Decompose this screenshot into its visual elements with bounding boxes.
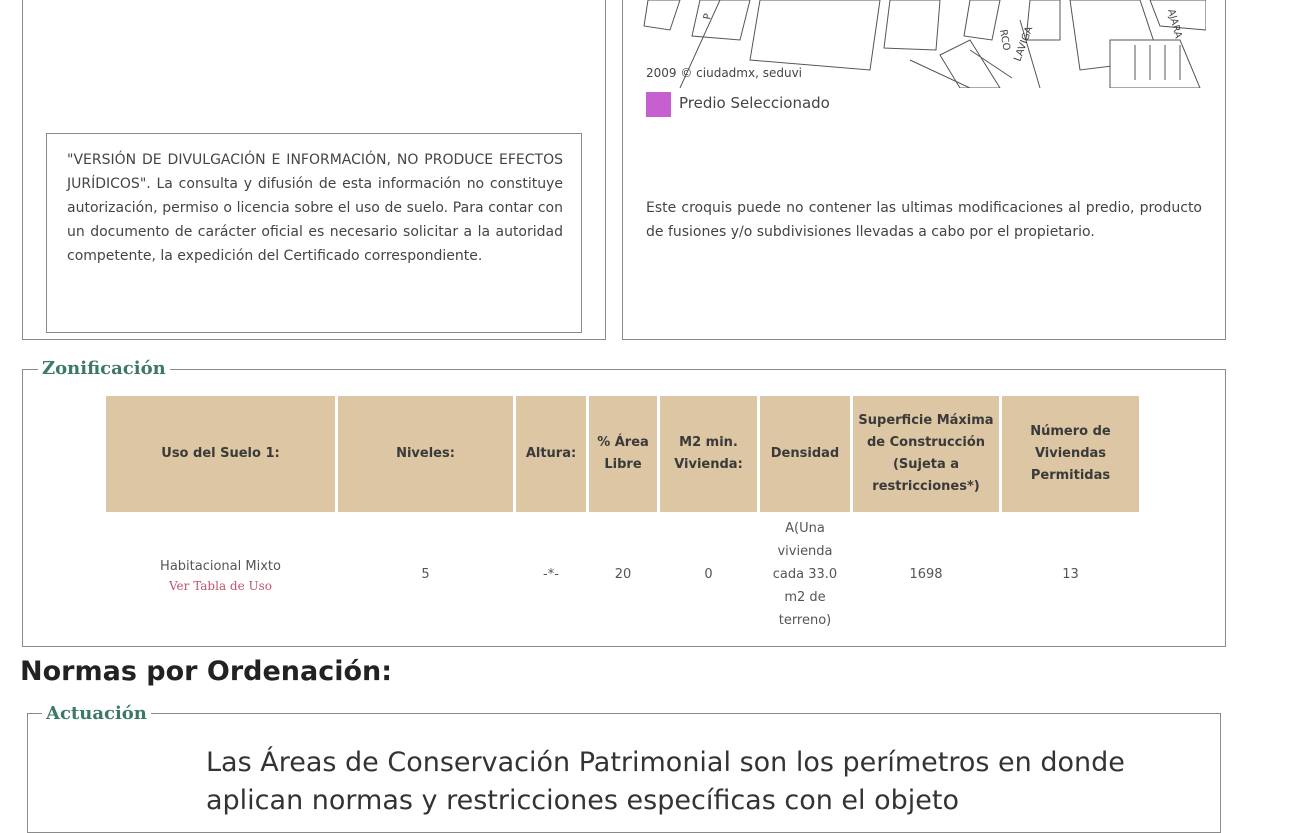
- header-niveles: Niveles:: [338, 396, 513, 512]
- zoning-title: Zonificación: [38, 358, 170, 379]
- header-altura: Altura:: [516, 396, 586, 512]
- legal-disclaimer: "VERSIÓN DE DIVULGACIÓN E INFORMACIÓN, NO PRODUCE EFECTOS JURÍDICOS". La consulta y difusión de esta información no constituye autorización, permiso o licencia sobre el uso de suelo. Para contar con un documento de carácter oficial es necesario solicitar a la autoridad competente, la expedición del Certificado correspondiente.: [46, 133, 582, 333]
- map-credit: 2009 © ciudadmx, seduvi: [646, 66, 803, 80]
- cell-num-viviendas: 13: [1062, 567, 1079, 582]
- header-area-libre: % Área Libre: [589, 396, 657, 512]
- table-header-row: [106, 396, 1139, 512]
- cell-uso: [106, 512, 335, 637]
- uso-value: Habitacional Mixto: [160, 559, 281, 574]
- table-row: [106, 512, 1139, 637]
- actuacion-text: Las Áreas de Conservación Patrimonial son los perímetros en donde aplican normas y restricciones específicas con el objeto: [206, 747, 1125, 816]
- ver-tabla-de-uso-link[interactable]: Ver Tabla de Uso: [168, 579, 273, 593]
- header-num-viviendas: Número de Viviendas Permitidas: [1002, 396, 1139, 512]
- cell-densidad: A(Una vivienda cada 33.0 m2 de terreno): [772, 521, 838, 628]
- svg-text:LAVIGA: LAVIGA: [1012, 25, 1036, 64]
- header-m2-min: M2 min. Vivienda:: [660, 396, 757, 512]
- legend-label: Predio Seleccionado: [679, 94, 830, 112]
- svg-text:P: P: [702, 12, 715, 21]
- header-superficie: Superficie Máxima de Construcción (Sujeta a restricciones*): [853, 396, 999, 512]
- cell-superficie: 1698: [909, 567, 943, 582]
- zoning-table: [103, 396, 1142, 637]
- cell-altura: -*-: [543, 567, 559, 582]
- header-uso: Uso del Suelo 1:: [106, 396, 335, 512]
- selected-parcel-swatch: [646, 92, 671, 117]
- cell-niveles: 5: [421, 567, 430, 582]
- svg-text:AJARA: AJARA: [1165, 7, 1184, 40]
- map-note: Este croquis puede no contener las ultimas modificaciones al predio, producto de fusiones y/o subdivisiones llevadas a cabo por el propietario.: [646, 200, 1202, 240]
- actuacion-title: Actuación: [42, 703, 151, 724]
- cell-area-libre: 20: [614, 567, 632, 582]
- header-densidad: Densidad: [760, 396, 850, 512]
- svg-text:RCO: RCO: [997, 28, 1012, 52]
- cell-m2-min: 0: [704, 567, 713, 582]
- normas-heading: Normas por Ordenación:: [20, 656, 393, 687]
